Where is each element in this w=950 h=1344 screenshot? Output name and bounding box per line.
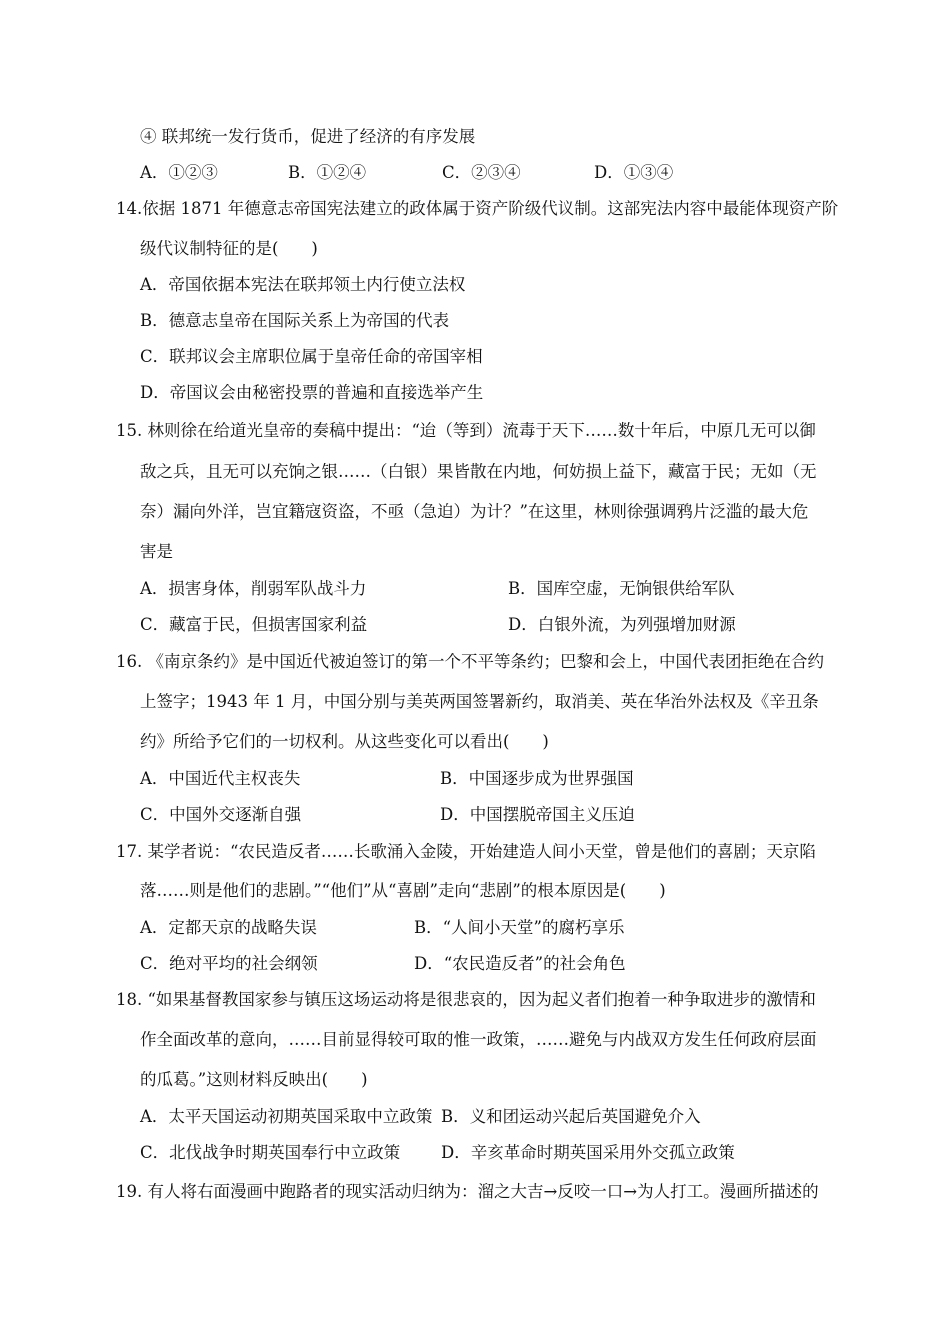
- q14-option-b: B．德意志皇帝在国际关系上为帝国的代表: [140, 311, 450, 330]
- q14-option-d: D．帝国议会由秘密投票的普遍和直接选举产生: [140, 383, 484, 402]
- q17-stem-line2: 落……则是他们的悲剧。”“他们”从“喜剧”走向“悲剧”的根本原因是( ): [140, 881, 666, 900]
- q18-stem-line2: 作全面改革的意向，……目前显得较可取的惟一政策，……避免与内战双方发生任何政府层面: [140, 1030, 817, 1049]
- q14-stem-line2: 级代议制特征的是( ): [140, 239, 318, 258]
- q17-stem-line1: 17. 某学者说：“农民造反者……长歌涌入金陵，开始建造人间小天堂，曾是他们的喜剧；天京陷: [116, 842, 816, 861]
- q15-option-b: B．国库空虚，无饷银供给军队: [508, 579, 735, 598]
- q17-option-c: C．绝对平均的社会纲领: [140, 954, 318, 973]
- q16-option-c: C．中国外交逐渐自强: [140, 805, 302, 824]
- q16-option-d: D．中国摆脱帝国主义压迫: [440, 805, 635, 824]
- q13-option-a: A．①②③: [140, 163, 218, 182]
- q15-stem-line2: 敌之兵，且无可以充饷之银……（白银）果皆散在内地，何妨损上益下，藏富于民；无如（无: [140, 462, 817, 481]
- q17-option-a: A．定都天京的战略失误: [140, 918, 317, 937]
- q18-option-d: D．辛亥革命时期英国采用外交孤立政策: [441, 1143, 735, 1162]
- q15-option-c: C．藏富于民，但损害国家利益: [140, 615, 368, 634]
- q15-stem-line3: 奈）漏向外洋，岂宜籍寇资盗，不亟（急迫）为计？”在这里，林则徐强调鸦片泛滥的最大危: [140, 502, 809, 521]
- q15-option-d: D．白银外流，为列强增加财源: [508, 615, 736, 634]
- q18-option-c: C．北伐战争时期英国奉行中立政策: [140, 1143, 401, 1162]
- q16-stem-line2: 上签字；1943 年 1 月，中国分别与美英两国签署新约，取消美、英在华治外法权及《辛丑条: [140, 692, 819, 711]
- q14-option-c: C．联邦议会主席职位属于皇帝任命的帝国宰相: [140, 347, 483, 366]
- q19-stem-line1: 19. 有人将右面漫画中跑路者的现实活动归纳为：溜之大吉→反咬一口→为人打工。漫画所描述的: [116, 1182, 819, 1201]
- q18-stem-line1: 18. “如果基督教国家参与镇压这场运动将是很悲哀的，因为起义者们抱着一种争取进步的激情和: [116, 990, 816, 1009]
- q13-item-4: ④ 联邦统一发行货币，促进了经济的有序发展: [140, 127, 476, 146]
- q16-option-b: B．中国逐步成为世界强国: [440, 769, 634, 788]
- q16-option-a: A．中国近代主权丧失: [140, 769, 301, 788]
- q15-stem-line1: 15. 林则徐在给道光皇帝的奏稿中提出：“迨（等到）流毒于天下……数十年后，中原几无可以御: [116, 421, 816, 440]
- q13-option-b: B．①②④: [288, 163, 367, 182]
- q13-option-d: D．①③④: [594, 163, 674, 182]
- q14-stem-line1: 14.依据 1871 年德意志帝国宪法建立的政体属于资产阶级代议制。这部宪法内容中最能体现资产阶: [116, 199, 839, 218]
- q18-stem-line3: 的瓜葛。”这则材料反映出( ): [140, 1070, 368, 1089]
- q16-stem-line3: 约》所给予它们的一切权利。从这些变化可以看出( ): [140, 732, 549, 751]
- q13-option-c: C．②③④: [442, 163, 521, 182]
- q18-option-a: A．太平天国运动初期英国采取中立政策: [140, 1107, 433, 1126]
- q18-option-b: B．义和团运动兴起后英国避免介入: [441, 1107, 701, 1126]
- q15-option-a: A．损害身体，削弱军队战斗力: [140, 579, 367, 598]
- q17-option-b: B．“人间小天堂”的腐朽享乐: [414, 918, 625, 937]
- q15-stem-line4: 害是: [140, 542, 173, 561]
- q16-stem-line1: 16. 《南京条约》是中国近代被迫签订的第一个不平等条约；巴黎和会上，中国代表团拒绝在合约: [116, 652, 824, 671]
- q17-option-d: D．“农民造反者”的社会角色: [414, 954, 626, 973]
- q14-option-a: A．帝国依据本宪法在联邦领土内行使立法权: [140, 275, 466, 294]
